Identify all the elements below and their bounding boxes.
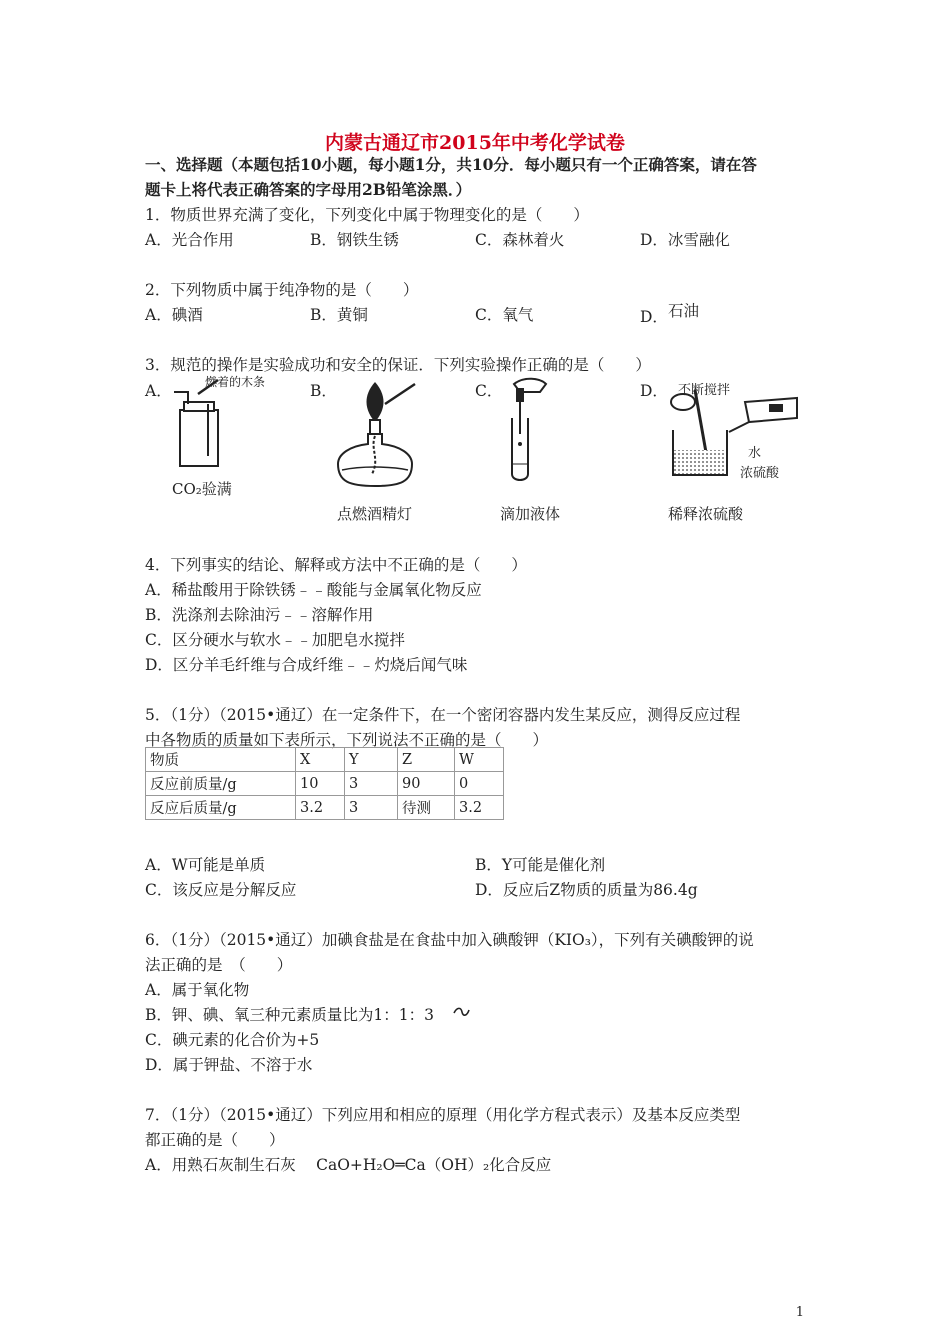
section-heading-line2: 题卡上将代表正确答案的字母用2B铅笔涂黑．） (145, 180, 472, 199)
q3-caption-a: CO₂验满 (172, 480, 232, 498)
conc-acid-label: 浓硫酸 (740, 466, 780, 481)
q3-stem: 3．规范的操作是实验成功和安全的保证．下列实验操作正确的是（ ） (145, 356, 651, 374)
q4-option-c: C．区分硬水与软水﹣﹣加肥皂水搅拌 (145, 631, 405, 649)
q3-letter-a: A． (145, 382, 172, 400)
q5-option-a: A．W可能是单质 (145, 856, 266, 874)
table-cell: Z (398, 748, 455, 772)
q2-option-b: B．黄铜 (310, 306, 368, 324)
q5-option-b: B．Y可能是催化剂 (475, 856, 606, 874)
q7-option-a: A．用熟石灰制生石灰 CaO+H₂O═Ca（OH）₂化合反应 (145, 1156, 552, 1174)
table-cell: W (455, 748, 504, 772)
table-cell: 3.2 (455, 796, 504, 820)
table-row (146, 796, 504, 820)
q6-stem-line2: 法正确的是 （ ） (145, 956, 293, 974)
q1-stem: 1．物质世界充满了变化，下列变化中属于物理变化的是（ ） (145, 206, 589, 224)
table-cell: 3 (345, 796, 398, 820)
table-cell: 90 (398, 772, 455, 796)
table-cell: 物质 (146, 748, 296, 772)
table-cell: 待测 (398, 796, 455, 820)
q3-caption-d: 稀释浓硫酸 (668, 505, 744, 523)
q7-stem-line1: 7．（1分）（2015•通辽）下列应用和相应的原理（用化学方程式表示）及基本反应类型 (145, 1106, 741, 1124)
water-label: 水 (748, 446, 762, 461)
table-cell: 10 (296, 772, 345, 796)
q6-option-a: A．属于氧化物 (145, 981, 250, 999)
q6-option-c: C．碘元素的化合价为+5 (145, 1031, 320, 1049)
page-number: 1 (795, 1305, 804, 1320)
q4-option-b: B．洗涤剂去除油污﹣﹣溶解作用 (145, 606, 374, 624)
mass-table (145, 747, 504, 820)
table-cell: Y (345, 748, 398, 772)
stirring-label: 不断搅拌 (678, 383, 731, 398)
section-heading-line1: 一、选择题（本题包括10小题，每小题1分，共10分．每小题只有一个正确答案，请在答 (145, 155, 757, 174)
table-row (146, 748, 504, 772)
table-cell: X (296, 748, 345, 772)
table-cell: 反应后质量/g (146, 796, 296, 820)
page-title: 内蒙古通辽市2015年中考化学试卷 (325, 132, 625, 154)
q4-option-a: A．稀盐酸用于除铁锈﹣﹣酸能与金属氧化物反应 (145, 581, 482, 599)
alcohol-lamp-figure (330, 374, 420, 494)
dropper-figure (500, 374, 570, 484)
q5-option-c: C．该反应是分解反应 (145, 881, 297, 899)
table-cell: 3.2 (296, 796, 345, 820)
q7-stem-line2: 都正确的是（ ） (145, 1131, 285, 1149)
q2-option-d-text: 石油 (668, 302, 700, 320)
table-row (146, 772, 504, 796)
q5-stem-line1: 5．（1分）（2015•通辽）在一定条件下，在一个密闭容器内发生某反应，测得反应过程 (145, 706, 741, 724)
q5-stem-line2: 中各物质的质量如下表所示，下列说法不正确的是（ ） (145, 731, 549, 749)
q2-option-d-letter: D． (640, 308, 668, 326)
q4-stem: 4．下列事实的结论、解释或方法中不正确的是（ ） (145, 556, 527, 574)
q6-option-d: D．属于钾盐、不溶于水 (145, 1056, 313, 1074)
q3-caption-b: 点燃酒精灯 (337, 505, 413, 523)
q6-option-b: B．钾、碘、氧三种元素质量比为1：1：3 (145, 1006, 434, 1024)
q1-option-d: D．冰雪融化 (640, 231, 730, 249)
burning-splint-label: 燃着的木条 (205, 375, 266, 389)
q5-option-d: D．反应后Z物质的质量为86.4g (475, 881, 698, 899)
q2-stem: 2．下列物质中属于纯净物的是（ ） (145, 281, 419, 299)
scribble-mark-icon (452, 1005, 472, 1019)
q3-letter-c: C． (475, 382, 503, 400)
q2-option-c: C．氧气 (475, 306, 534, 324)
table-cell: 0 (455, 772, 504, 796)
table-cell: 反应前质量/g (146, 772, 296, 796)
q3-caption-c: 滴加液体 (500, 505, 561, 523)
q6-stem-line1: 6．（1分）（2015•通辽）加碘食盐是在食盐中加入碘酸钾（KIO₃），下列有关碘酸钾的说 (145, 931, 754, 949)
q3-letter-b: B． (310, 382, 337, 400)
q2-option-a: A．碘酒 (145, 306, 203, 324)
q1-option-c: C．森林着火 (475, 231, 565, 249)
q4-option-d: D．区分羊毛纤维与合成纤维﹣﹣灼烧后闻气味 (145, 656, 468, 674)
q3-letter-d: D． (640, 382, 668, 400)
q1-option-a: A．光合作用 (145, 231, 234, 249)
table-cell: 3 (345, 772, 398, 796)
q1-option-b: B．钢铁生锈 (310, 231, 399, 249)
